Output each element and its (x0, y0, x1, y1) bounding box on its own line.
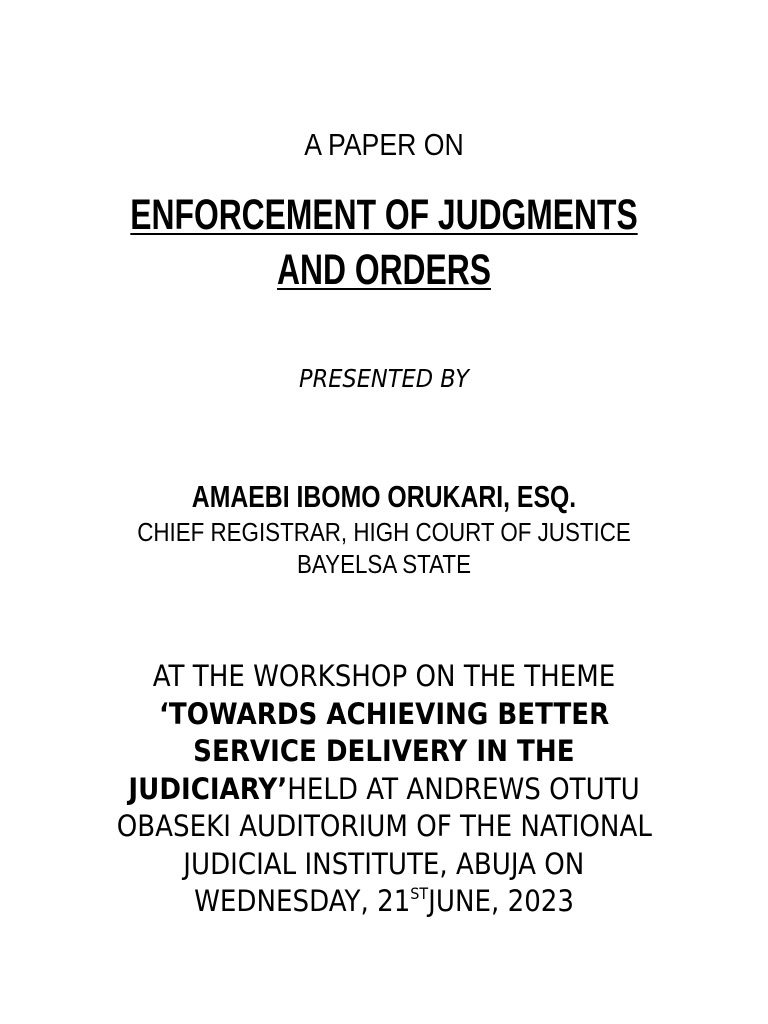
intro-text: A PAPER ON (304, 127, 464, 162)
held-at-text: HELD AT ANDREWS OTUTU (287, 771, 640, 806)
workshop-line-5: OBASEKI AUDITORIUM OF THE NATIONAL (116, 809, 652, 843)
workshop-date (194, 883, 574, 921)
date-ordinal: ST (410, 884, 429, 904)
author-name: AMAEBI IBOMO ORUKARI, ESQ. (191, 479, 577, 514)
workshop-line-6: JUDICIAL INSTITUTE, ABUJA ON (183, 846, 585, 881)
presented-by: PRESENTED BY (299, 364, 469, 393)
title-line-2: AND ORDERS (277, 246, 491, 294)
workshop-line-1: AT THE WORKSHOP ON THE THEME (152, 659, 616, 693)
title-line-1: ENFORCEMENT OF JUDGMENTS (130, 191, 638, 239)
date-prefix: WEDNESDAY, 21 (194, 884, 411, 918)
workshop-line-4 (128, 771, 639, 809)
author-role-line-2: BAYELSA STATE (297, 549, 471, 579)
workshop-details (60, 658, 708, 921)
theme-part-1: ‘TOWARDS ACHIEVING BETTER (158, 696, 610, 731)
theme-part-3: JUDICIARY’ (128, 771, 288, 806)
date-suffix: JUNE, 2023 (428, 884, 574, 918)
theme-part-2: SERVICE DELIVERY IN THE (193, 734, 575, 768)
author-role-line-1: CHIEF REGISTRAR, HIGH COURT OF JUSTICE (137, 517, 631, 547)
